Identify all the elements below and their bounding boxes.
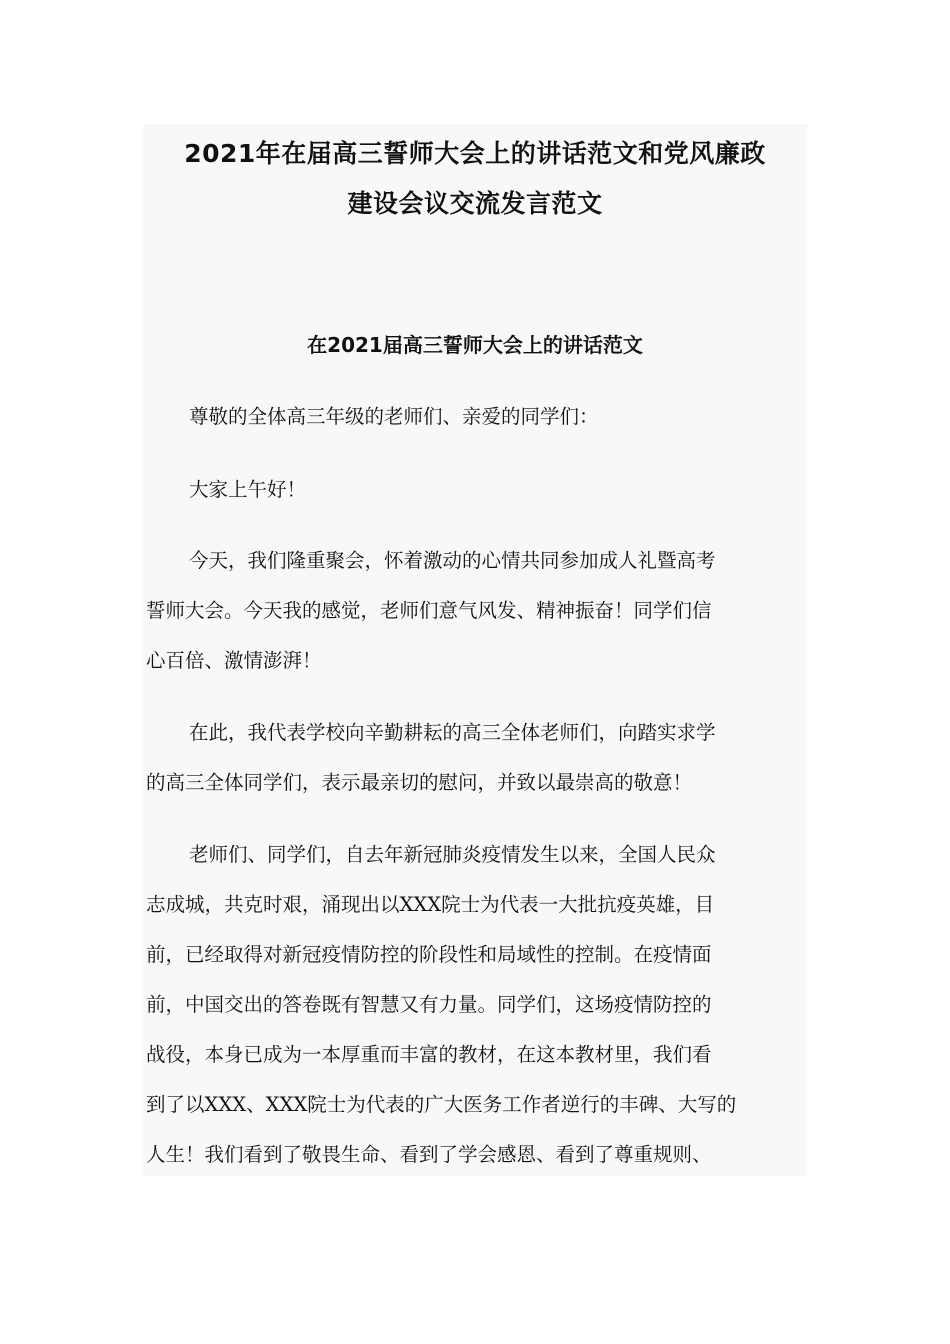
paragraph-pandemic [146,830,802,1180]
paragraph-greeting [146,392,802,442]
paragraph-line: 大家上午好！ [189,478,307,501]
paragraph-line: 老师们、同学们，自去年新冠肺炎疫情发生以来，全国人民众 [189,843,716,866]
paragraph-line: 前，已经取得对新冠疫情防控的阶段性和局域性的控制。在疫情面 [146,943,712,966]
paragraph-greetings-to-teachers [146,708,802,808]
document-title [143,129,807,229]
paragraph-line: 到了以XXX、XXX院士为代表的广大医务工作者逆行的丰碑、大写的 [146,1093,737,1116]
paragraph-line: 心百倍、激情澎湃！ [146,649,322,672]
paragraph-line: 今天，我们隆重聚会，怀着激动的心情共同参加成人礼暨高考 [189,549,716,572]
paragraph-line: 志成城，共克时艰，涌现出以XXX院士为代表一大批抗疫英雄，目 [146,893,715,916]
section-title: 在2021届高三誓师大会上的讲话范文 [307,333,643,357]
paragraph-good-morning [146,465,802,515]
paragraph-line: 尊敬的全体高三年级的老师们、亲爱的同学们： [189,405,599,428]
paragraph-line: 前，中国交出的答卷既有智慧又有力量。同学们，这场疫情防控的 [146,993,712,1016]
paragraph-opening [146,536,802,686]
paragraph-line: 人生！我们看到了敬畏生命、看到了学会感恩、看到了尊重规则、 [146,1143,712,1166]
paragraph-line: 战役，本身已成为一本厚重而丰富的教材，在这本教材里，我们看 [146,1043,712,1066]
document-title-line: 2021年在届高三誓师大会上的讲话范文和党风廉政 [184,139,766,168]
paragraph-line: 在此，我代表学校向辛勤耕耘的高三全体老师们，向踏实求学 [189,721,716,744]
paragraph-line: 的高三全体同学们，表示最亲切的慰问，并致以最崇高的敬意！ [146,771,693,794]
document-title-line: 建设会议交流发言范文 [347,189,603,218]
paragraph-line: 誓师大会。今天我的感觉，老师们意气风发、精神振奋！同学们信 [146,599,712,622]
